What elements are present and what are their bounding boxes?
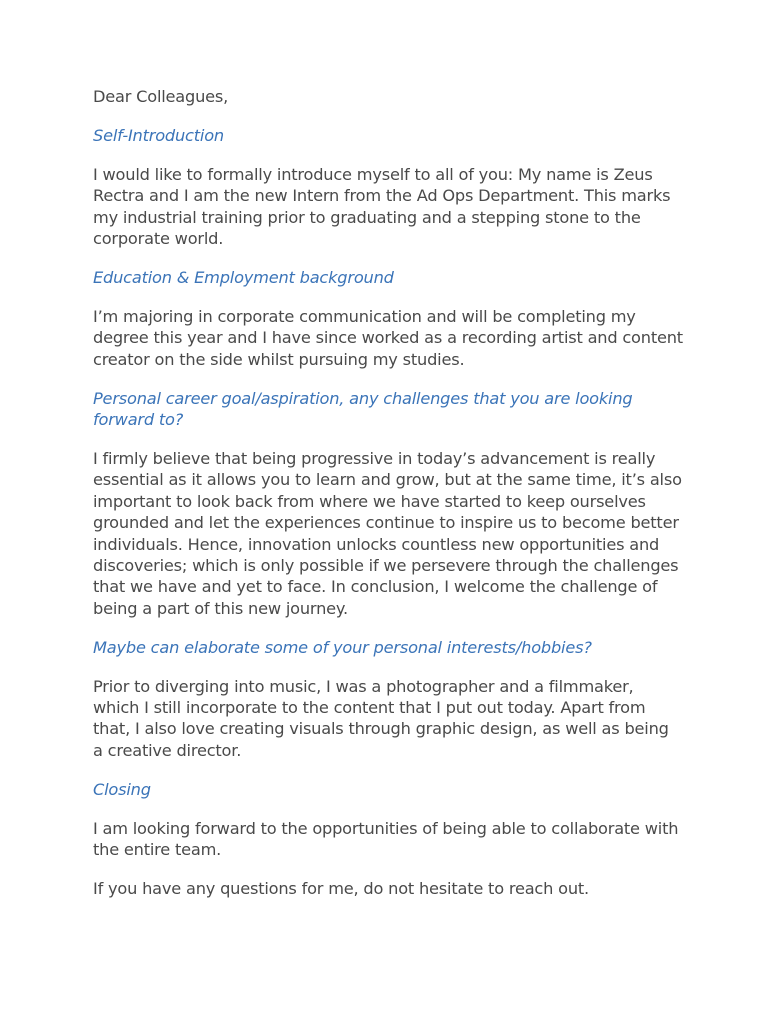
- letter-document: [93, 86, 683, 917]
- final-line: If you have any questions for me, do not hesitate to reach out.: [93, 878, 589, 898]
- section-body-interests: Prior to diverging into music, I was a photographer and a filmmaker, which I still incorporate to the content that I put out today. Apart from that, I also love creating visuals through graphic design, as well as being a creative director.: [93, 676, 669, 760]
- section-heading-interests: Maybe can elaborate some of your personal interests/hobbies?: [93, 637, 592, 657]
- section-body-self-introduction: I would like to formally introduce myself to all of you: My name is Zeus Rectra and I am the new Intern from the Ad Ops Department. This marks my industrial training prior to graduating and a stepping stone to the corporate world.: [93, 164, 671, 249]
- section-heading-self-introduction: Self-Introduction: [93, 125, 224, 145]
- section-body-education: I’m majoring in corporate communication and will be completing my degree this year and I have since worked as a recording artist and content creator on the side whilst pursuing my studies.: [93, 306, 683, 369]
- greeting: Dear Colleagues,: [93, 87, 229, 106]
- section-body-career-goals: I firmly believe that being progressive in today’s advancement is really essential as it allows you to learn and grow, but at the same time, it’s also important to look back from where we have started to keep ourselves grounded and let the experiences continue to inspire us to become better individuals. Hence, innovation unlocks countless new opportunities and discoveries; which is only possible if we persevere through the challenges that we have and yet to face. In conclusion, I welcome the challenge of being a part of this new journey.: [93, 448, 682, 618]
- section-heading-closing: Closing: [93, 779, 151, 799]
- section-heading-education: Education & Employment background: [93, 267, 394, 287]
- section-heading-career-goals: Personal career goal/aspiration, any challenges that you are looking forward to?: [93, 388, 633, 429]
- section-body-closing: I am looking forward to the opportunities of being able to collaborate with the entire team.: [93, 818, 679, 859]
